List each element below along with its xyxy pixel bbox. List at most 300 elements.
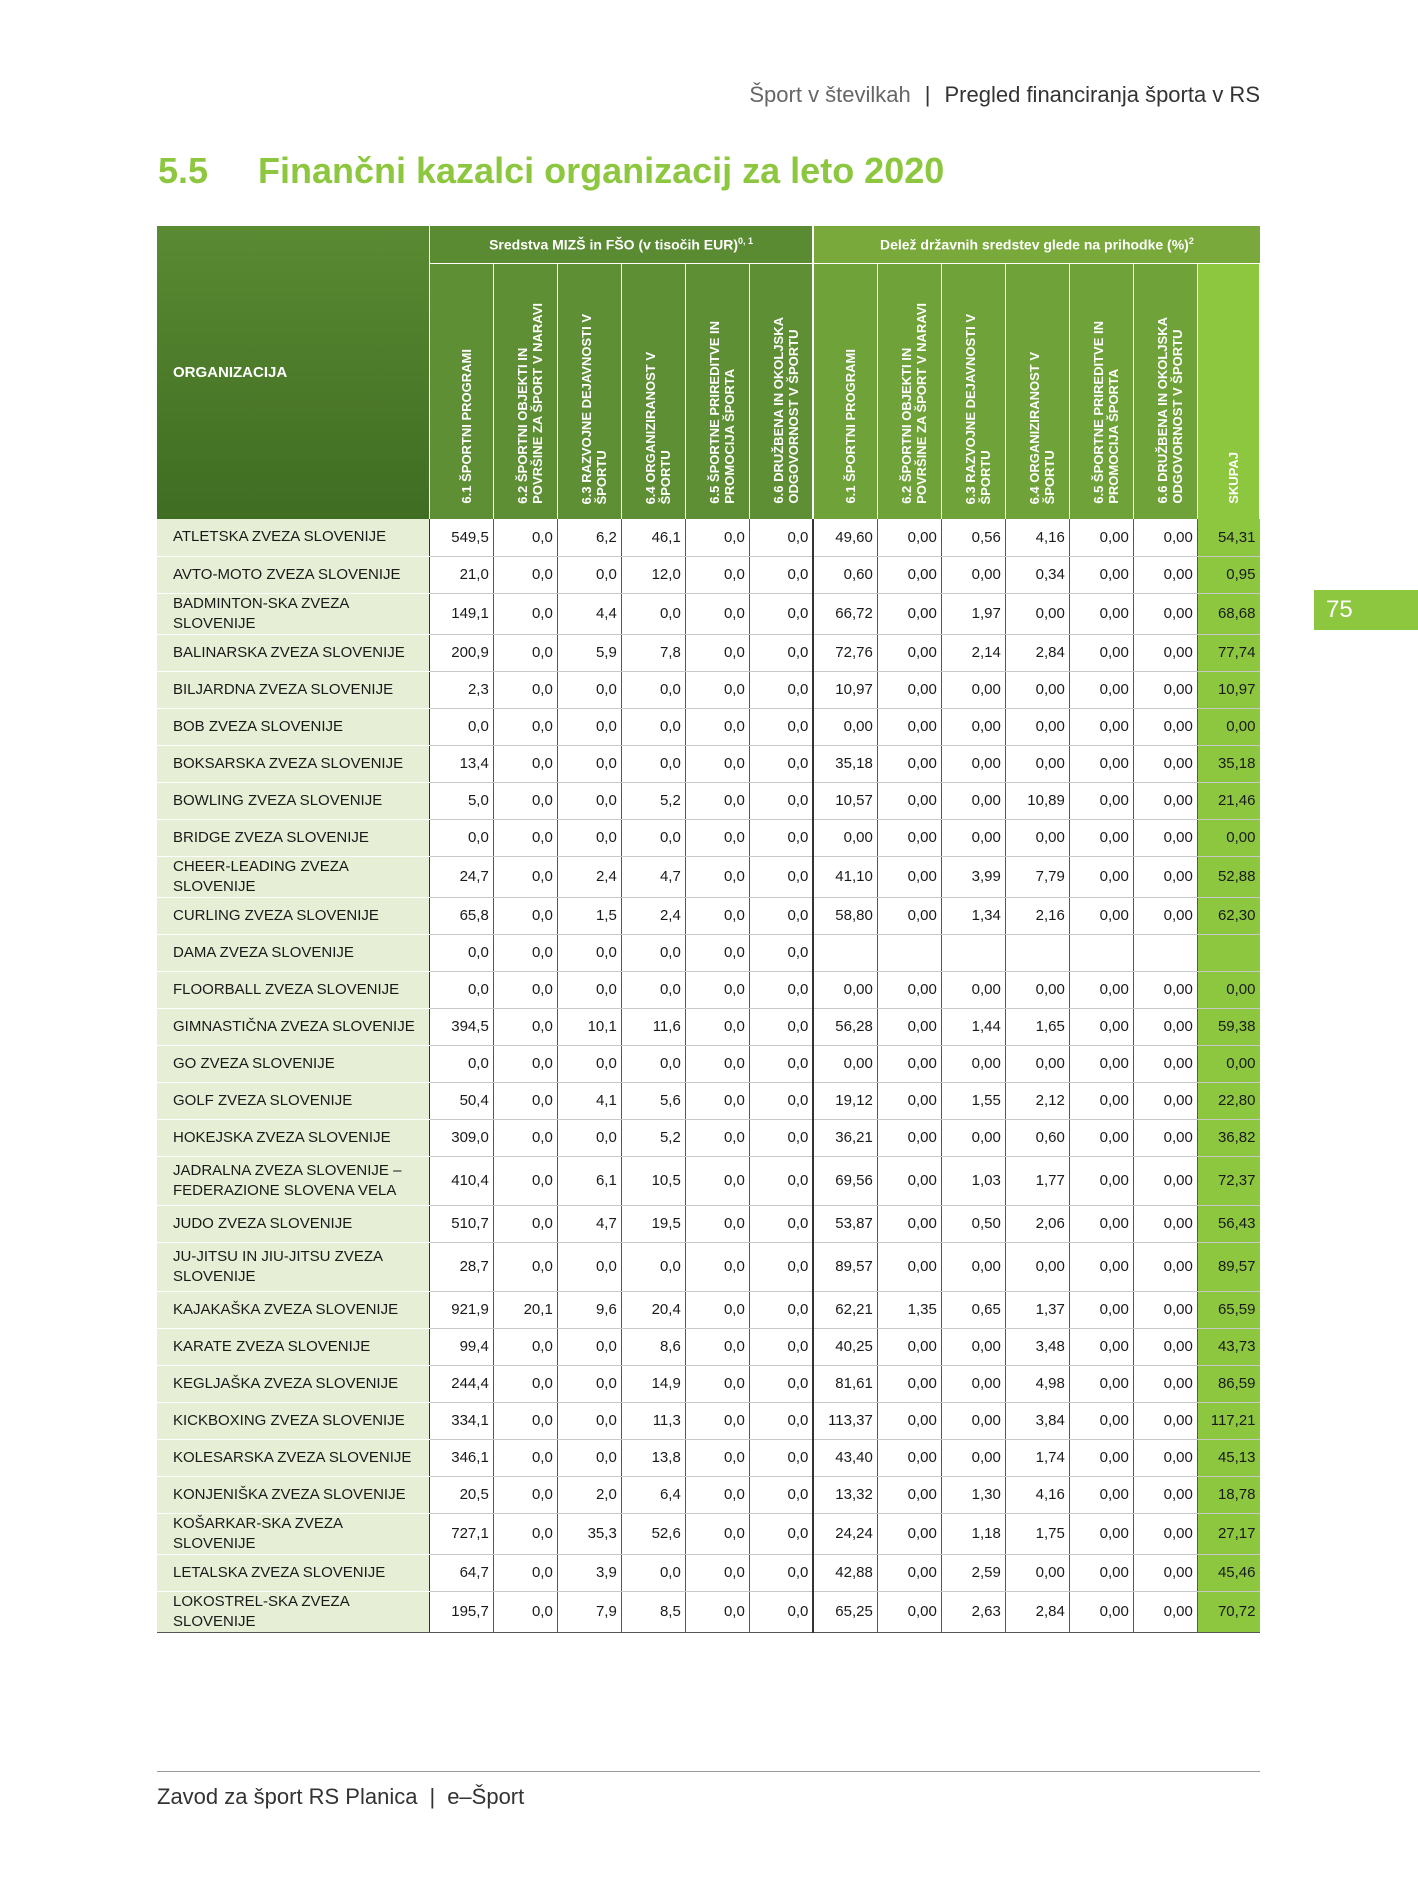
share-cell: 0,00 [1069, 782, 1133, 819]
funds-cell: 99,4 [429, 1328, 493, 1365]
share-cell [1069, 934, 1133, 971]
share-cell: 0,00 [877, 634, 941, 671]
share-cell: 0,00 [1133, 1205, 1197, 1242]
share-cell: 49,60 [813, 519, 877, 556]
funds-cell: 0,0 [749, 556, 813, 593]
group-header-share-label: Delež državnih sredstev glede na prihodke (%) [879, 236, 1189, 253]
share-cell [1133, 934, 1197, 971]
funds-cell: 0,0 [749, 1082, 813, 1119]
total-cell: 27,17 [1197, 1513, 1259, 1554]
funds-cell: 52,6 [621, 1513, 685, 1554]
organization-name: HOKEJSKA ZVEZA SLOVENIJE [157, 1119, 429, 1156]
share-cell: 2,63 [941, 1591, 1005, 1632]
total-cell: 45,13 [1197, 1439, 1259, 1476]
share-cell: 19,12 [813, 1082, 877, 1119]
share-cell: 0,00 [1133, 1045, 1197, 1082]
funds-cell: 0,0 [749, 934, 813, 971]
group-header-funds [429, 226, 813, 264]
share-cell: 0,00 [941, 1242, 1005, 1291]
share-cell: 0,00 [877, 819, 941, 856]
organization-name: GIMNASTIČNA ZVEZA SLOVENIJE [157, 1008, 429, 1045]
funds-cell: 727,1 [429, 1513, 493, 1554]
share-cell: 3,84 [1005, 1402, 1069, 1439]
col-header-share-3-label: 6.3 RAZVOJNE DEJAVNOSTI V ŠPORTU [963, 313, 994, 504]
share-cell: 0,00 [941, 556, 1005, 593]
total-cell: 56,43 [1197, 1205, 1259, 1242]
funds-cell: 410,4 [429, 1156, 493, 1205]
share-cell: 0,00 [877, 1439, 941, 1476]
organization-name: BALINARSKA ZVEZA SLOVENIJE [157, 634, 429, 671]
share-cell: 0,00 [1133, 556, 1197, 593]
running-header-separator: | [924, 82, 931, 107]
funds-cell: 35,3 [557, 1513, 621, 1554]
share-cell: 0,00 [877, 1591, 941, 1632]
funds-cell: 50,4 [429, 1082, 493, 1119]
share-cell: 0,00 [1133, 671, 1197, 708]
share-cell: 2,59 [941, 1554, 1005, 1591]
share-cell: 0,00 [1005, 671, 1069, 708]
share-cell: 0,00 [941, 1402, 1005, 1439]
col-header-funds-3-label: 6.3 RAZVOJNE DEJAVNOSTI V ŠPORTU [579, 313, 610, 504]
funds-cell: 0,0 [685, 1365, 749, 1402]
share-cell: 3,48 [1005, 1328, 1069, 1365]
funds-cell: 0,0 [749, 519, 813, 556]
funds-cell: 0,0 [685, 1554, 749, 1591]
total-cell: 59,38 [1197, 1008, 1259, 1045]
share-cell: 0,00 [1133, 819, 1197, 856]
funds-cell: 0,0 [621, 745, 685, 782]
funds-cell: 2,4 [557, 856, 621, 897]
share-cell: 2,14 [941, 634, 1005, 671]
share-cell: 0,00 [1069, 1365, 1133, 1402]
running-header [749, 82, 1260, 108]
share-cell: 0,00 [1133, 1476, 1197, 1513]
share-cell: 0,00 [941, 1119, 1005, 1156]
share-cell: 0,00 [1069, 1328, 1133, 1365]
total-cell: 89,57 [1197, 1242, 1259, 1291]
share-cell: 0,00 [1005, 971, 1069, 1008]
funds-cell: 0,0 [749, 708, 813, 745]
share-cell: 0,00 [1069, 708, 1133, 745]
funds-cell: 13,4 [429, 745, 493, 782]
organization-name: JADRALNA ZVEZA SLOVENIJE – FEDERAZIONE SLOVENA VELA [157, 1156, 429, 1205]
share-cell: 0,00 [1069, 593, 1133, 634]
share-cell: 89,57 [813, 1242, 877, 1291]
total-cell: 22,80 [1197, 1082, 1259, 1119]
share-cell: 0,00 [877, 1156, 941, 1205]
funds-cell: 0,0 [685, 1328, 749, 1365]
funds-cell: 2,3 [429, 671, 493, 708]
funds-cell: 7,9 [557, 1591, 621, 1632]
share-cell: 0,00 [1005, 1554, 1069, 1591]
share-cell: 0,00 [1069, 897, 1133, 934]
funds-cell: 0,0 [685, 1591, 749, 1632]
footer-left: Zavod za šport RS Planica [157, 1784, 418, 1809]
total-cell [1197, 934, 1259, 971]
share-cell: 0,00 [1069, 1242, 1133, 1291]
funds-cell: 0,0 [493, 708, 557, 745]
col-header-funds-5 [685, 264, 749, 520]
share-cell: 43,40 [813, 1439, 877, 1476]
share-cell: 0,00 [1069, 1591, 1133, 1632]
funds-cell: 0,0 [557, 671, 621, 708]
share-cell: 2,06 [1005, 1205, 1069, 1242]
share-cell: 0,00 [1069, 1119, 1133, 1156]
total-cell: 0,00 [1197, 1045, 1259, 1082]
organization-name: KEGLJAŠKA ZVEZA SLOVENIJE [157, 1365, 429, 1402]
funds-cell: 0,0 [557, 1439, 621, 1476]
table-row [157, 1082, 1260, 1119]
total-cell: 21,46 [1197, 782, 1259, 819]
organization-name: CURLING ZVEZA SLOVENIJE [157, 897, 429, 934]
share-cell: 0,60 [813, 556, 877, 593]
group-header-funds-sup: 0, 1 [738, 236, 754, 247]
share-cell: 0,00 [1133, 1365, 1197, 1402]
share-cell: 0,00 [941, 745, 1005, 782]
share-cell: 0,00 [1069, 1439, 1133, 1476]
share-cell [1005, 934, 1069, 971]
organization-name: KOLESARSKA ZVEZA SLOVENIJE [157, 1439, 429, 1476]
table-row [157, 1291, 1260, 1328]
funds-cell: 0,0 [685, 1082, 749, 1119]
share-cell: 0,00 [1069, 634, 1133, 671]
table-row [157, 856, 1260, 897]
funds-cell: 0,0 [749, 1591, 813, 1632]
share-cell: 0,00 [1133, 856, 1197, 897]
share-cell: 0,00 [1069, 1045, 1133, 1082]
organization-name: ATLETSKA ZVEZA SLOVENIJE [157, 519, 429, 556]
total-cell: 0,95 [1197, 556, 1259, 593]
organization-name: GOLF ZVEZA SLOVENIJE [157, 1082, 429, 1119]
share-cell: 0,00 [1133, 897, 1197, 934]
share-cell: 0,00 [877, 593, 941, 634]
funds-cell: 0,0 [429, 1045, 493, 1082]
funds-cell: 0,0 [749, 971, 813, 1008]
share-cell: 0,00 [1133, 593, 1197, 634]
funds-cell: 0,0 [685, 671, 749, 708]
share-cell: 1,03 [941, 1156, 1005, 1205]
funds-cell: 0,0 [493, 671, 557, 708]
share-cell: 0,00 [877, 1328, 941, 1365]
funds-cell: 0,0 [493, 1365, 557, 1402]
total-cell: 68,68 [1197, 593, 1259, 634]
share-cell: 41,10 [813, 856, 877, 897]
col-header-share-4 [1005, 264, 1069, 520]
total-cell: 0,00 [1197, 971, 1259, 1008]
total-cell: 62,30 [1197, 897, 1259, 934]
funds-cell: 0,0 [621, 934, 685, 971]
col-header-funds-4-label: 6.4 ORGANIZIRANOST V ŠPORTU [643, 351, 674, 504]
running-header-right: Pregled financiranja športa v RS [944, 82, 1260, 107]
funds-cell: 20,5 [429, 1476, 493, 1513]
col-header-funds-4 [621, 264, 685, 520]
share-cell: 0,00 [1133, 745, 1197, 782]
table-row [157, 934, 1260, 971]
share-cell: 0,00 [1069, 1008, 1133, 1045]
funds-cell: 0,0 [685, 782, 749, 819]
funds-cell: 0,0 [685, 1402, 749, 1439]
share-cell: 0,00 [1005, 593, 1069, 634]
funds-cell: 0,0 [493, 1082, 557, 1119]
footer-right: e–Šport [447, 1784, 525, 1809]
funds-cell: 0,0 [749, 897, 813, 934]
share-cell: 0,00 [877, 519, 941, 556]
total-cell: 0,00 [1197, 819, 1259, 856]
share-cell: 0,00 [877, 1045, 941, 1082]
organization-name: KONJENIŠKA ZVEZA SLOVENIJE [157, 1476, 429, 1513]
share-cell: 53,87 [813, 1205, 877, 1242]
share-cell: 0,00 [1133, 1082, 1197, 1119]
table-row [157, 782, 1260, 819]
table-row [157, 708, 1260, 745]
funds-cell: 0,0 [493, 519, 557, 556]
total-cell: 45,46 [1197, 1554, 1259, 1591]
share-cell: 1,65 [1005, 1008, 1069, 1045]
funds-cell: 5,6 [621, 1082, 685, 1119]
share-cell: 2,16 [1005, 897, 1069, 934]
organization-name: KAJAKAŠKA ZVEZA SLOVENIJE [157, 1291, 429, 1328]
funds-cell: 0,0 [685, 934, 749, 971]
funds-cell: 14,9 [621, 1365, 685, 1402]
share-cell: 10,57 [813, 782, 877, 819]
share-cell: 0,00 [1069, 856, 1133, 897]
table-row [157, 519, 1260, 556]
col-header-funds-1 [429, 264, 493, 520]
share-cell: 0,00 [1133, 1242, 1197, 1291]
total-cell: 72,37 [1197, 1156, 1259, 1205]
running-header-left: Šport v številkah [749, 82, 911, 107]
share-cell: 36,21 [813, 1119, 877, 1156]
org-column-header: ORGANIZACIJA [157, 226, 429, 519]
share-cell: 10,97 [813, 671, 877, 708]
share-cell: 0,00 [877, 897, 941, 934]
page-number-tab: 75 [1314, 590, 1418, 630]
section-number: 5.5 [158, 150, 209, 191]
share-cell: 0,00 [1133, 1591, 1197, 1632]
organization-name: GO ZVEZA SLOVENIJE [157, 1045, 429, 1082]
funds-cell: 2,0 [557, 1476, 621, 1513]
share-cell: 0,00 [1133, 708, 1197, 745]
funds-cell: 0,0 [493, 782, 557, 819]
share-cell: 0,00 [877, 1554, 941, 1591]
funds-cell: 10,5 [621, 1156, 685, 1205]
table-row [157, 971, 1260, 1008]
funds-cell: 394,5 [429, 1008, 493, 1045]
share-cell: 0,00 [1069, 971, 1133, 1008]
share-cell: 0,00 [877, 708, 941, 745]
funds-cell: 0,0 [685, 971, 749, 1008]
organization-name: DAMA ZVEZA SLOVENIJE [157, 934, 429, 971]
total-cell: 36,82 [1197, 1119, 1259, 1156]
share-cell: 0,00 [941, 819, 1005, 856]
share-cell: 0,34 [1005, 556, 1069, 593]
share-cell: 1,55 [941, 1082, 1005, 1119]
funds-cell: 0,0 [749, 1439, 813, 1476]
organization-name: FLOORBALL ZVEZA SLOVENIJE [157, 971, 429, 1008]
funds-cell: 4,4 [557, 593, 621, 634]
share-cell: 0,00 [877, 556, 941, 593]
funds-cell: 0,0 [749, 782, 813, 819]
table-row [157, 1328, 1260, 1365]
funds-cell: 20,4 [621, 1291, 685, 1328]
table-row [157, 1402, 1260, 1439]
funds-cell: 0,0 [557, 745, 621, 782]
share-cell: 0,00 [1133, 634, 1197, 671]
funds-cell: 0,0 [493, 934, 557, 971]
funds-cell: 0,0 [493, 634, 557, 671]
funds-cell: 0,0 [749, 1242, 813, 1291]
share-cell: 0,00 [1005, 1242, 1069, 1291]
col-header-funds-6-label: 6.6 DRUŽBENA IN OKOLJSKA ODGOVORNOST V ŠPORTU [771, 317, 802, 504]
funds-cell: 9,6 [557, 1291, 621, 1328]
funds-cell: 0,0 [493, 556, 557, 593]
share-cell: 56,28 [813, 1008, 877, 1045]
table-row [157, 1119, 1260, 1156]
funds-cell: 0,0 [685, 819, 749, 856]
share-cell: 0,00 [877, 1513, 941, 1554]
col-header-share-1 [813, 264, 877, 520]
funds-cell: 0,0 [749, 671, 813, 708]
funds-cell: 0,0 [749, 1328, 813, 1365]
share-cell: 0,00 [941, 1439, 1005, 1476]
funds-cell: 0,0 [557, 1119, 621, 1156]
funds-cell: 0,0 [493, 1402, 557, 1439]
funds-cell: 0,0 [749, 1402, 813, 1439]
funds-cell: 0,0 [557, 556, 621, 593]
col-header-funds-1-label: 6.1 ŠPORTNI PROGRAMI [458, 349, 474, 504]
share-cell: 0,00 [1133, 782, 1197, 819]
share-cell: 0,00 [1069, 556, 1133, 593]
funds-cell: 8,6 [621, 1328, 685, 1365]
share-cell: 0,00 [1005, 819, 1069, 856]
share-cell: 0,00 [941, 782, 1005, 819]
total-cell: 86,59 [1197, 1365, 1259, 1402]
funds-cell: 20,1 [493, 1291, 557, 1328]
funds-cell: 0,0 [557, 971, 621, 1008]
funds-cell: 0,0 [493, 1476, 557, 1513]
share-cell: 0,00 [877, 1205, 941, 1242]
table-row [157, 1045, 1260, 1082]
funds-cell: 0,0 [429, 934, 493, 971]
share-cell: 0,00 [941, 1365, 1005, 1402]
funds-cell: 0,0 [493, 971, 557, 1008]
funds-cell: 0,0 [557, 1365, 621, 1402]
share-cell: 2,84 [1005, 634, 1069, 671]
share-cell: 0,00 [1069, 1156, 1133, 1205]
total-cell: 18,78 [1197, 1476, 1259, 1513]
funds-cell: 0,0 [493, 1008, 557, 1045]
funds-cell: 0,0 [685, 745, 749, 782]
funds-cell: 0,0 [493, 593, 557, 634]
col-header-total-label: SKUPAJ [1225, 452, 1241, 504]
share-cell: 0,00 [1005, 1045, 1069, 1082]
share-cell: 42,88 [813, 1554, 877, 1591]
funds-cell: 1,5 [557, 897, 621, 934]
share-cell: 0,00 [941, 708, 1005, 745]
share-cell: 0,00 [813, 971, 877, 1008]
share-cell: 1,34 [941, 897, 1005, 934]
table-row [157, 1439, 1260, 1476]
funds-cell: 0,0 [749, 1119, 813, 1156]
funds-cell: 0,0 [621, 593, 685, 634]
funds-cell: 0,0 [685, 1008, 749, 1045]
funds-cell: 0,0 [749, 1554, 813, 1591]
funds-cell: 0,0 [493, 1045, 557, 1082]
funds-cell: 64,7 [429, 1554, 493, 1591]
share-cell: 62,21 [813, 1291, 877, 1328]
organization-name: LOKOSTREL-SKA ZVEZA SLOVENIJE [157, 1591, 429, 1632]
funds-cell: 5,9 [557, 634, 621, 671]
funds-cell: 0,0 [685, 1045, 749, 1082]
share-cell: 1,74 [1005, 1439, 1069, 1476]
table-row [157, 593, 1260, 634]
share-cell: 0,00 [877, 745, 941, 782]
funds-cell: 510,7 [429, 1205, 493, 1242]
share-cell: 4,16 [1005, 1476, 1069, 1513]
share-cell: 0,65 [941, 1291, 1005, 1328]
funds-cell: 0,0 [685, 1205, 749, 1242]
funds-cell: 24,7 [429, 856, 493, 897]
table-row [157, 1513, 1260, 1554]
col-header-funds-5-label: 6.5 ŠPORTNE PRIREDITVE IN PROMOCIJA ŠPORTA [707, 321, 738, 504]
share-cell: 0,00 [877, 1402, 941, 1439]
col-header-share-5 [1069, 264, 1133, 520]
share-cell: 0,00 [877, 1082, 941, 1119]
total-cell: 43,73 [1197, 1328, 1259, 1365]
organization-name: AVTO-MOTO ZVEZA SLOVENIJE [157, 556, 429, 593]
funds-cell: 6,2 [557, 519, 621, 556]
share-cell: 0,00 [1069, 1291, 1133, 1328]
share-cell: 0,00 [1133, 1291, 1197, 1328]
funds-cell: 0,0 [557, 819, 621, 856]
col-header-share-3 [941, 264, 1005, 520]
share-cell: 0,00 [941, 671, 1005, 708]
table-row [157, 1476, 1260, 1513]
share-cell: 1,97 [941, 593, 1005, 634]
share-cell: 7,79 [1005, 856, 1069, 897]
share-cell: 0,00 [1069, 819, 1133, 856]
funds-cell: 0,0 [749, 593, 813, 634]
table-row [157, 634, 1260, 671]
share-cell: 0,00 [877, 782, 941, 819]
share-cell: 69,56 [813, 1156, 877, 1205]
funds-cell: 334,1 [429, 1402, 493, 1439]
funds-cell: 5,0 [429, 782, 493, 819]
funds-cell: 0,0 [429, 971, 493, 1008]
group-header-share-sup: 2 [1188, 236, 1194, 247]
funds-cell: 0,0 [621, 671, 685, 708]
funds-cell: 5,2 [621, 782, 685, 819]
share-cell: 0,60 [1005, 1119, 1069, 1156]
funds-cell: 0,0 [749, 1205, 813, 1242]
share-cell: 0,00 [877, 856, 941, 897]
share-cell: 0,00 [1133, 1119, 1197, 1156]
share-cell: 1,44 [941, 1008, 1005, 1045]
share-cell: 0,00 [877, 1008, 941, 1045]
share-cell: 0,00 [877, 1242, 941, 1291]
funds-cell: 28,7 [429, 1242, 493, 1291]
funds-cell: 0,0 [557, 1045, 621, 1082]
funds-cell: 21,0 [429, 556, 493, 593]
funds-cell: 0,0 [685, 593, 749, 634]
share-cell: 24,24 [813, 1513, 877, 1554]
funds-cell: 0,0 [621, 1242, 685, 1291]
funds-cell: 65,8 [429, 897, 493, 934]
share-cell: 0,00 [941, 1045, 1005, 1082]
share-cell: 0,00 [941, 971, 1005, 1008]
share-cell: 0,00 [1133, 1513, 1197, 1554]
share-cell: 72,76 [813, 634, 877, 671]
